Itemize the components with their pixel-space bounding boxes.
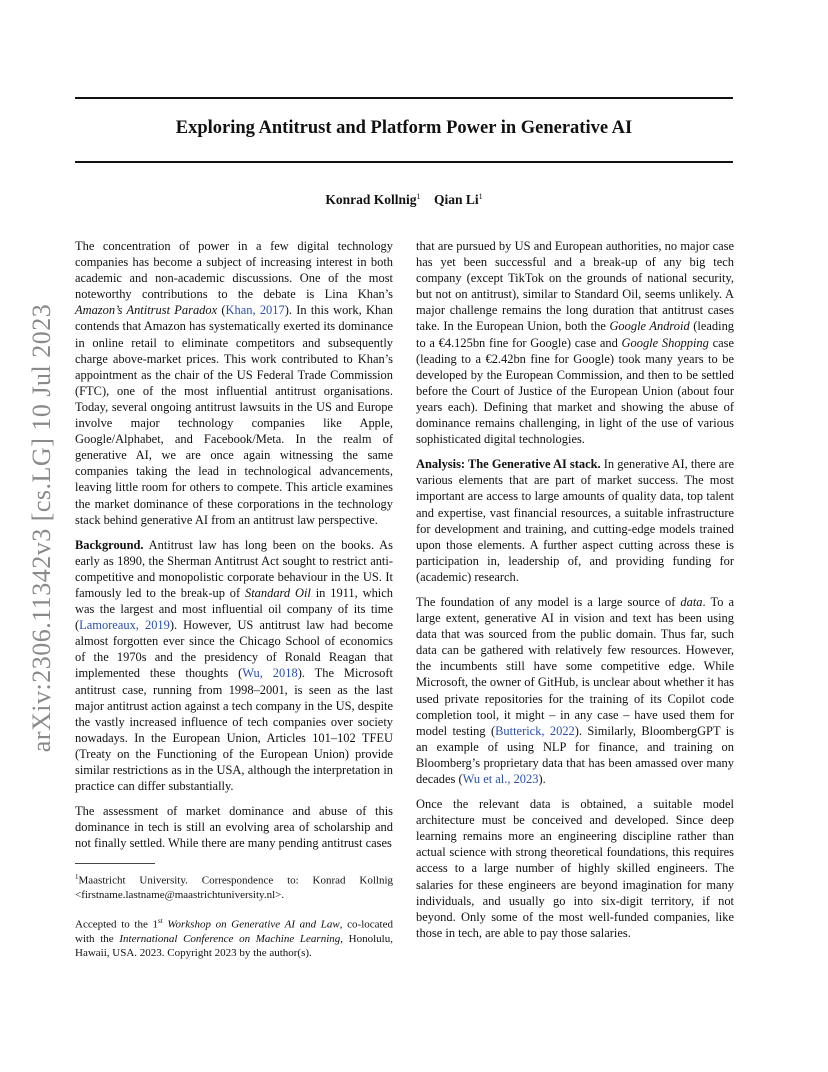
author-name: Konrad Kollnig	[325, 192, 417, 207]
data-paragraph: The foundation of any model is a large source of data. To a large extent, generative AI in vision and text has been using data that was sourced from the public domain. Thus far, such data can be gathered with relatively few resources. However, the incumbents still have some competitive edge. While Microsoft, the owner of GitHub, is unclear about whether it has used private repositories for the training of its Copilot code completion tool, it might – in any case – have used them for model testing (Butterick, 2022). Similarly, BloombergGPT is an example of using NLP for finance, and training on Bloomberg’s proprietary data that has been amassed over many decades (Wu et al., 2023).	[416, 594, 734, 786]
background-paragraph: Background. Antitrust law has long been on the books. As early as 1890, the Sherman Antitrust Act sought to restrict anti-competitive and monopolistic corporate behaviour in the US. It famously led to the break-up of Standard Oil in 1911, which was the largest and most influential oil company of its time (Lamoreaux, 2019). However, US antitrust law had become almost forgotten ever since the Chicago School of economics of the 1970s and the presidency of Ronald Reagan that implemented these thoughts (Wu, 2018). The Microsoft antitrust case, running from 1998–2001, is seen as the last major antitrust action against a tech company in the US, despite the vastly increased influence of tech companies over society nowadays. In the European Union, Articles 101–102 TFEU (Treaty on the Functioning of the European Union) provide similar restrictions as in the USA, although the interpretation in practice can differ substantially.	[75, 537, 393, 794]
citation-link[interactable]: Wu, 2018	[242, 666, 298, 681]
citation-link[interactable]: Wu et al., 2023	[462, 772, 539, 786]
section-heading: Analysis: The Generative AI stack.	[416, 457, 601, 472]
arxiv-identifier: arXiv:2306.11342v3 [cs.LG] 10 Jul 2023	[27, 303, 56, 753]
citation-link[interactable]: Lamoreaux, 2019	[79, 618, 170, 633]
talent-paragraph: Once the relevant data is obtained, a suitable model architecture must be conceived and developed. Since deep learning remains more an engineering discipline rather than actual science with strong theoretical foundations, this requires access to a large number of highly skilled engineers. The salaries for these engineers are beyond imagination for many individuals, and usually go into six-digit territory, if not beyond. Only some of the most well-funded companies, like those in tech, are able to pay those salaries.	[416, 797, 734, 940]
affiliation-mark: 1	[478, 192, 483, 201]
affiliation-footnote: $^1$Maastricht University. Correspondence to: Konrad Kollnig <firstname.lastname@maastrichtuniversity.nl>.	[75, 873, 393, 902]
citation-link[interactable]: Butterick, 2022	[495, 723, 575, 738]
author-list	[75, 192, 733, 208]
right-column	[416, 238, 734, 950]
intro-paragraph: The concentration of power in a few digital technology companies has become a subject of increasing interest in both academic and non-academic discussions. One of the most noteworthy contributions to the debate is Lina Khan’s Amazon’s Antitrust Paradox (Khan, 2017). In this work, Khan contends that Amazon has systematically exerted its dominance in online retail to eliminate competitors and subsequently charge above-market prices. This work contributed to Khan’s appointment as the chair of the US Federal Trade Commission (FTC), one of the most influential antitrust organisations. Today, several ongoing antitrust lawsuits in the US and Europe involve major technology companies like Apple, Google/Alphabet, and Facebook/Meta. In the realm of generative AI, we are once again witnessing the same companies taking the lead in technological advancements, leaving little room for others to compete. This article examines the market dominance of these corporations in the technology stack behind generative AI from an antitrust law perspective.	[75, 239, 393, 527]
title-rule-bottom	[75, 161, 733, 163]
citation-link[interactable]: Khan, 2017	[225, 303, 285, 318]
affiliation-mark: 1	[416, 192, 421, 201]
cases-paragraph: that are pursued by US and European authorities, no major case has yet been successful and a break-up of any big tech company (except TikTok on the grounds of national security, but not on antitrust), similar to Standard Oil, seems unlikely. A major challenge remains the long duration that antitrust cases take. In the European Union, both the Google Android (leading to a €4.125bn fine for Google) case and Google Shopping case (leading to a €2.42bn fine for Google) took many years to be developed by the European Commission, and then to be settled before the Court of Justice of the European Union (about four years each). Defining that market and showing the abuse of dominance remains challenging, in light of the use of various sophisticated digital technologies.	[416, 239, 735, 447]
title-rule-top	[75, 97, 733, 99]
venue-note: Accepted to the 1st Workshop on Generative AI and Law, co-located with the International Conference on Machine Learning, Honolulu, Hawaii, USA. 2023. Copyright 2023 by the author(s).	[75, 917, 393, 959]
assessment-paragraph: The assessment of market dominance and abuse of this dominance in tech is still an evolving area of scholarship and not finally settled. While there are many pending antitrust cases	[75, 804, 393, 851]
section-heading: Background.	[75, 537, 144, 552]
left-column	[75, 238, 393, 960]
analysis-paragraph: Analysis: The Generative AI stack. In generative AI, there are various elements that are part of market success. The most important are access to large amounts of quality data, top talent and expertise, vast financial resources, a suitable infrastructure for development and training, and cutting-edge models trained upon those elements. A further aspect cutting across these is participation in, leadership of, and providing funding for (academic) research.	[416, 457, 734, 584]
paper-title: Exploring Antitrust and Platform Power in Generative AI	[175, 118, 633, 138]
author-name: Qian Li	[434, 192, 479, 207]
book-title: Amazon’s Antitrust Paradox	[75, 303, 218, 318]
footnote-divider	[75, 863, 155, 864]
